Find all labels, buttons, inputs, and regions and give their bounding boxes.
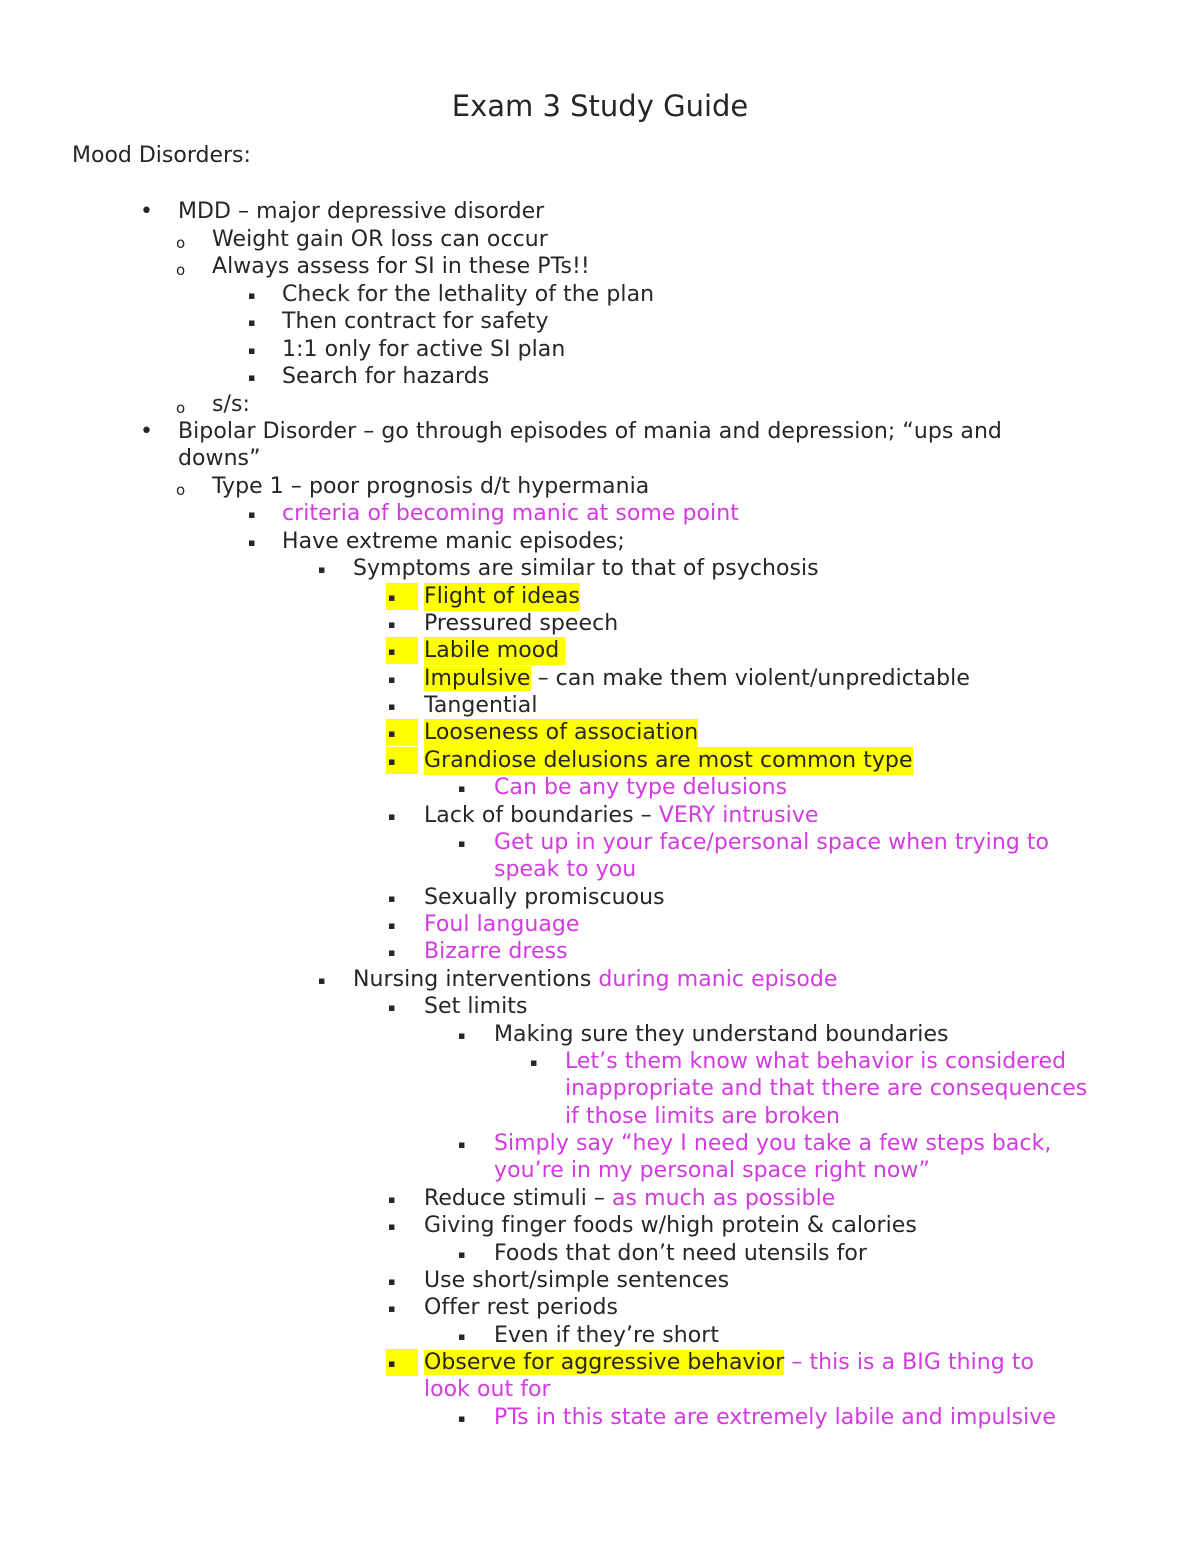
square-bullet: ▪ — [458, 1138, 466, 1151]
square-bullet: ▪ — [388, 618, 396, 631]
square-bullet: ▪ — [388, 591, 396, 604]
square-bullet: ▪ — [458, 782, 466, 795]
square-bullet: ▪ — [388, 727, 396, 740]
square-bullet: ▪ — [530, 1056, 538, 1069]
square-bullet: ▪ — [388, 1302, 396, 1315]
circle-bullet: o — [176, 234, 186, 252]
square-bullet: ▪ — [388, 1001, 396, 1014]
square-bullet: ▪ — [248, 536, 256, 549]
list-item-continuation: you’re in my personal space right now” — [494, 1158, 930, 1183]
square-bullet: ▪ — [248, 508, 256, 521]
list-item-continuation: downs” — [178, 446, 261, 471]
square-bullet: ▪ — [388, 1193, 396, 1206]
circle-bullet: o — [176, 261, 186, 279]
square-bullet: ▪ — [458, 1412, 466, 1425]
square-bullet: ▪ — [248, 344, 256, 357]
list-item-continuation: inappropriate and that there are consequences — [565, 1076, 1088, 1101]
square-bullet: ▪ — [458, 1248, 466, 1261]
square-bullet: ▪ — [388, 1275, 396, 1288]
page-title: Exam 3 Study Guide — [451, 89, 749, 123]
square-bullet: ▪ — [458, 837, 466, 850]
disc-bullet: • — [140, 199, 154, 224]
list-item-continuation: speak to you — [494, 857, 637, 882]
square-bullet: ▪ — [388, 700, 396, 713]
square-bullet: ▪ — [388, 673, 396, 686]
square-bullet: ▪ — [388, 892, 396, 905]
list-item-continuation: if those limits are broken — [565, 1104, 841, 1129]
square-bullet: ▪ — [458, 1029, 466, 1042]
square-bullet: ▪ — [388, 810, 396, 823]
square-bullet: ▪ — [318, 563, 326, 576]
document-page: Exam 3 Study Guide Mood Disorders: • MDD – major depressive disorder o Weight gain OR loss can occur o Always assess for SI in these PTs!! ▪ Check for the lethality of the plan ▪ Then contract for safety ▪ 1:1 only for active SI plan ▪ Search for hazards o s/s: • Bipolar Disorder – go through episodes of mania and depression; “ups and downs” o Type 1 – poor prognosis d/t hypermania ▪ criteria of becoming manic at some point ▪ Have extreme manic episodes; ▪ Symptoms are similar to that of psychosis ▪ Flight of ideas ▪ Pressured speech ▪ Labile mood ▪ Impulsive – can make them violent/unpredictable ▪ Tangential ▪ Looseness of association ▪ Grandiose delusions are most common type ▪ Can be any type delusions ▪ Lack of boundaries – VERY intrusive ▪ Get up in your face/personal space when trying to speak to you ▪ Sexually promiscuous ▪ Foul language ▪ Bizarre dress ▪ Nursing interventions during manic episode ▪ Set limits ▪ Making sure they understand boundaries ▪ Let’s them know what behavior is considered inappropriate and that there are consequences if those limits are broken ▪ Simply say “hey I need you take a few steps back, you’re in my personal space right now” ▪ Reduce stimuli – as much as possible ▪ Giving finger foods w/high protein & calories ▪ Foods that don’t need utensils for ▪ Use short/simple sentences ▪ Offer rest periods ▪ Even if they’re short ▪ Observe for aggressive behavior – this is a BIG thing to look out for ▪ PTs in this state are extremely labile and impulsive — [0, 0, 1200, 1553]
square-bullet: ▪ — [388, 919, 396, 932]
square-bullet: ▪ — [248, 371, 256, 384]
circle-bullet: o — [176, 399, 186, 417]
section-heading: Mood Disorders: — [72, 143, 251, 168]
square-bullet: ▪ — [388, 755, 396, 768]
square-bullet: ▪ — [248, 316, 256, 329]
square-bullet: ▪ — [458, 1330, 466, 1343]
square-bullet: ▪ — [388, 1357, 396, 1370]
square-bullet: ▪ — [388, 1220, 396, 1233]
square-bullet: ▪ — [388, 645, 396, 658]
circle-bullet: o — [176, 481, 186, 499]
list-item-continuation: look out for — [424, 1377, 551, 1402]
square-bullet: ▪ — [388, 946, 396, 959]
square-bullet: ▪ — [248, 289, 256, 302]
disc-bullet: • — [140, 419, 154, 444]
square-bullet: ▪ — [318, 974, 326, 987]
